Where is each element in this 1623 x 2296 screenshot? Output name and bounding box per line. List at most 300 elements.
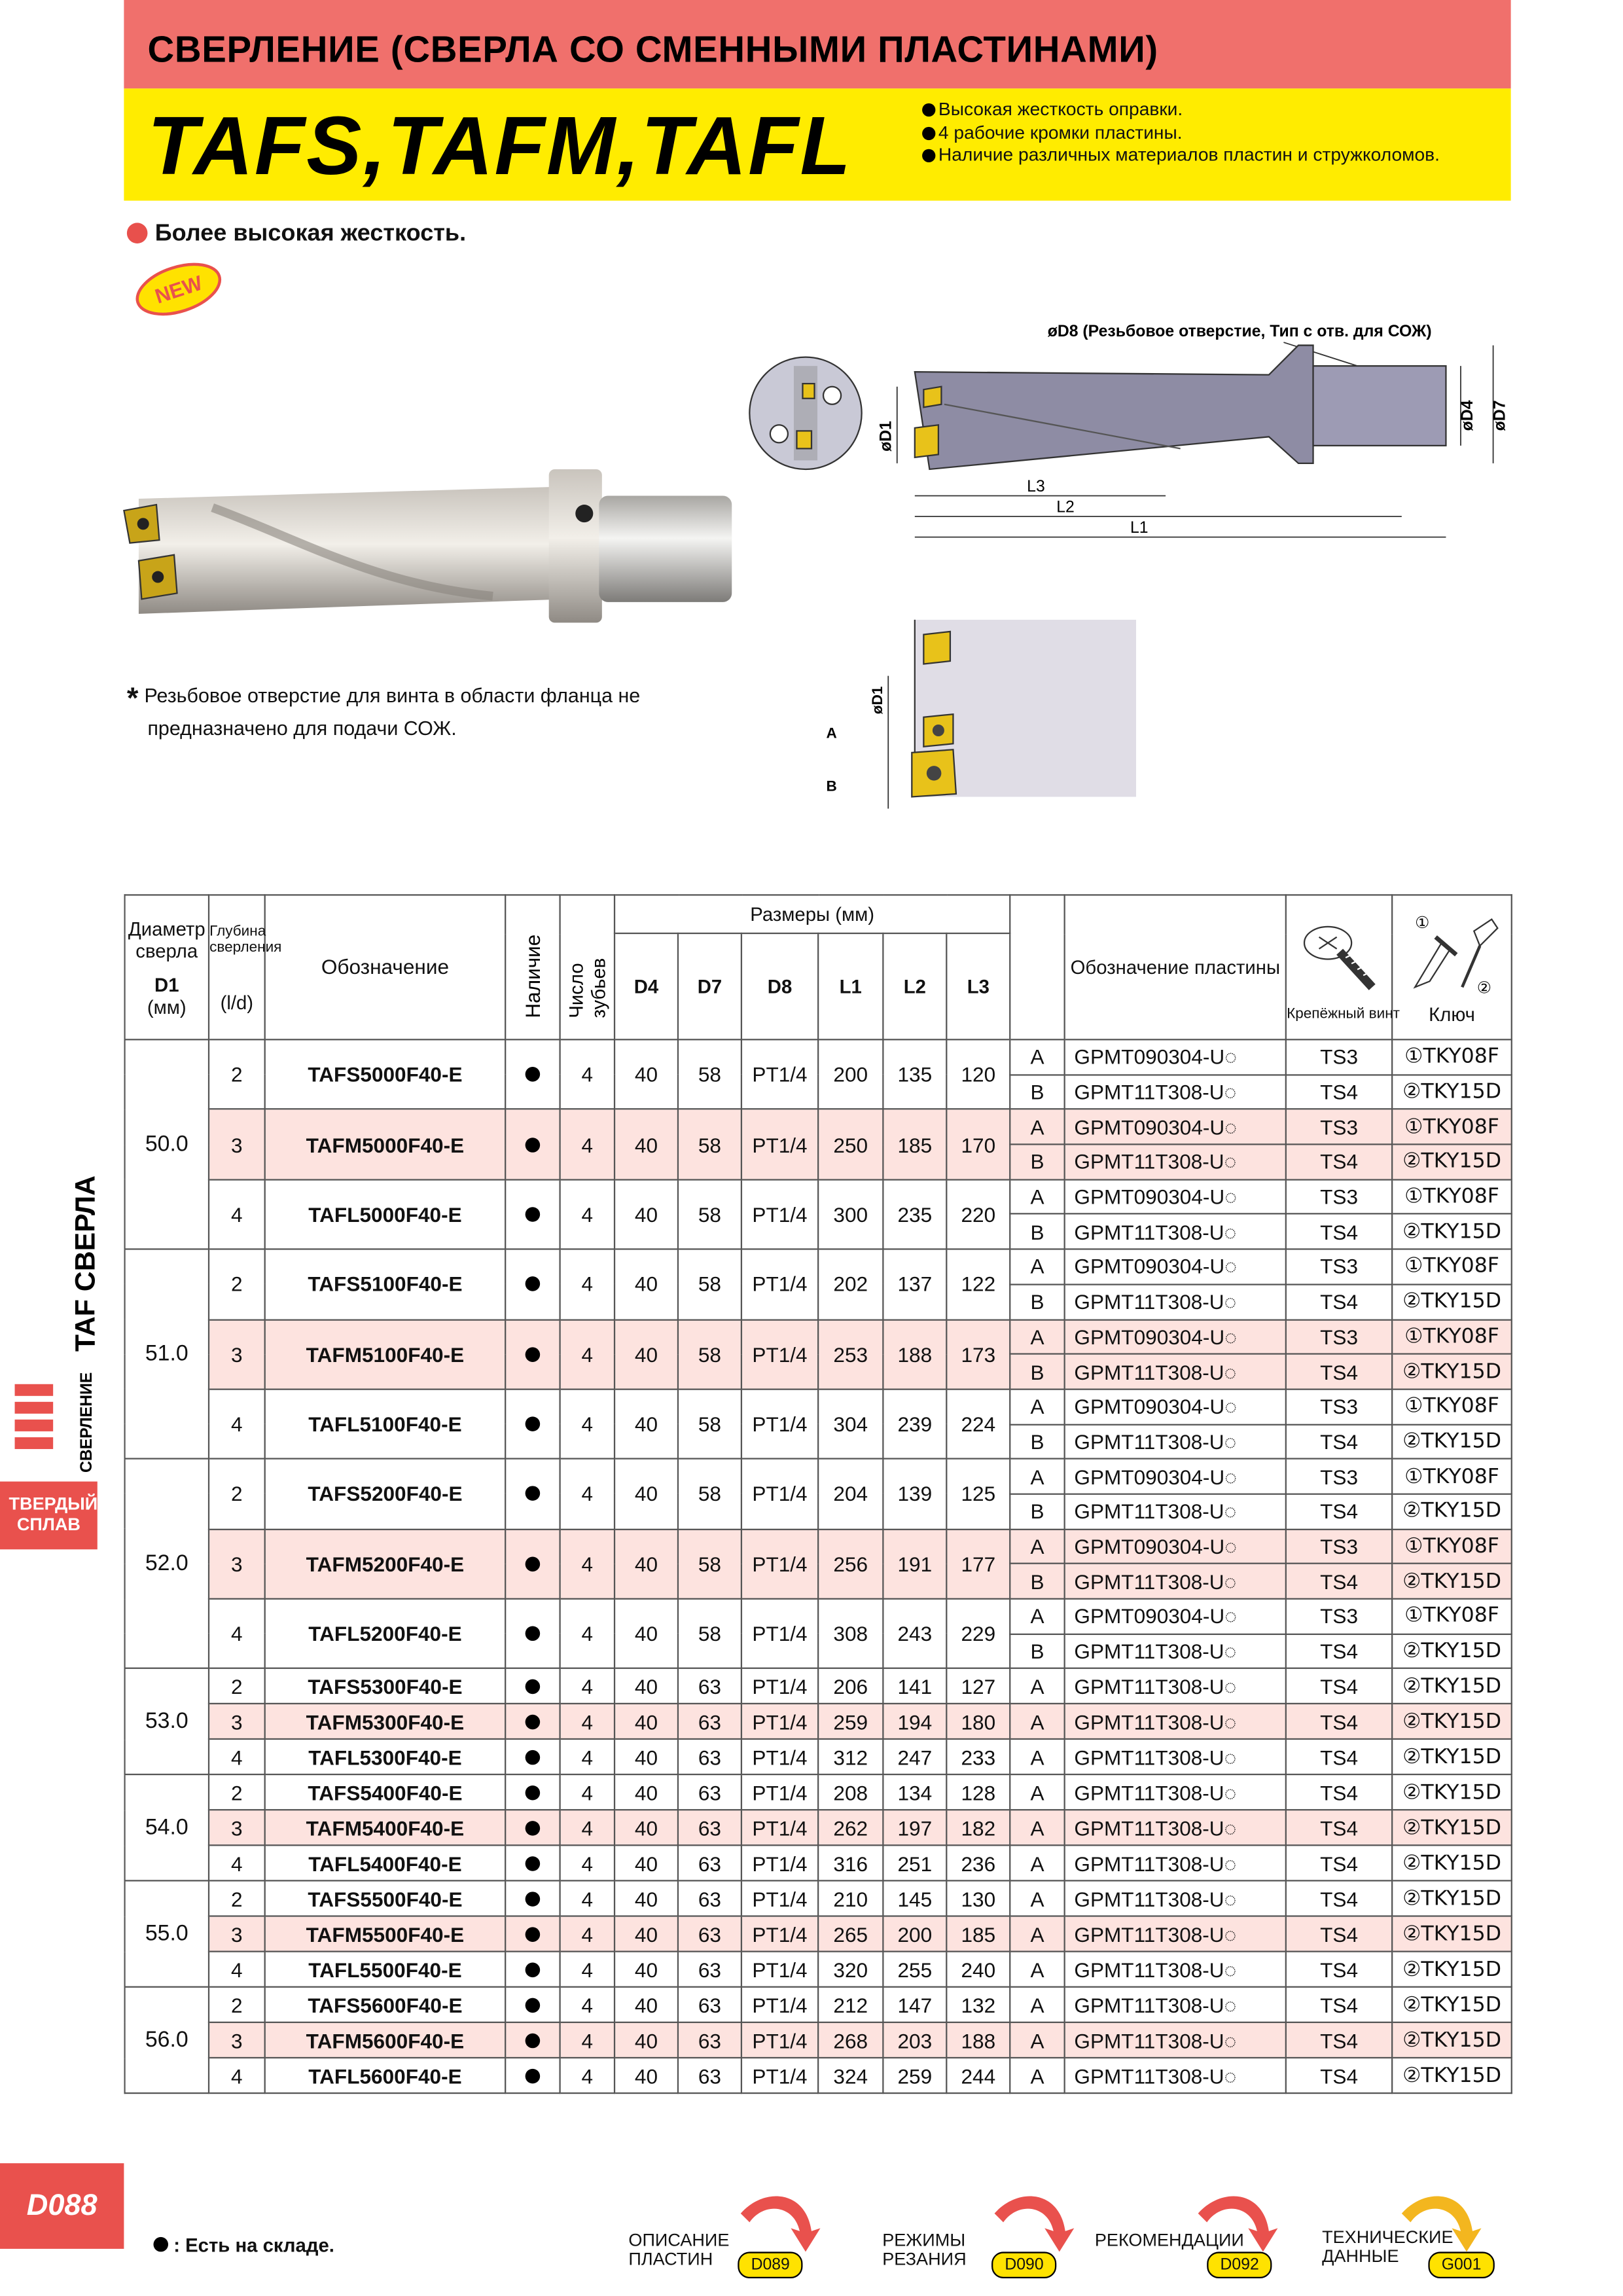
stock-dot-icon [526,1962,541,1977]
insert-position-cell: A [1010,1109,1064,1144]
key-cell: ①TKY08F [1392,1529,1512,1564]
bullet-icon [922,126,935,139]
stock-cell [505,1881,560,1916]
nav-badge-inserts[interactable]: D089 [738,2251,803,2278]
d4-cell: 40 [615,1389,678,1459]
stock-dot-icon [526,1486,541,1501]
l2-cell: 135 [883,1039,946,1109]
d8-cell: PT1/4 [741,1389,818,1459]
designation-cell: TAFM5300F40-E [265,1704,505,1740]
insert-code-cell: GPMT11T308-U◌ [1065,1846,1286,1881]
key-cell: ①TKY08F [1392,1039,1512,1074]
d4-cell: 40 [615,2023,678,2058]
depth-cell: 4 [209,1389,265,1459]
side-tab-block [0,1357,103,1475]
diameter-cell: 53.0 [125,1669,209,1775]
l1-cell: 268 [818,2023,883,2058]
depth-cell: 2 [209,1775,265,1810]
subtitle: Более высокая жесткость. [127,221,466,248]
insert-code-cell: GPMT11T308-U◌ [1065,1424,1286,1459]
d7-cell: 58 [678,1109,741,1179]
insert-position-cell: A [1010,1249,1064,1284]
stock-dot-icon [526,1998,541,2013]
designation-cell: TAFL5500F40-E [265,1952,505,1987]
d4-cell: 40 [615,1249,678,1319]
teeth-cell: 4 [560,2058,615,2094]
l1-cell: 202 [818,1249,883,1319]
teeth-cell: 4 [560,1775,615,1810]
l3-cell: 188 [946,2023,1010,2058]
l1-cell: 320 [818,1952,883,1987]
feature-list [922,99,1440,168]
l3-cell: 177 [946,1529,1010,1599]
designation-cell: TAFM5600F40-E [265,2023,505,2058]
d8-cell: PT1/4 [741,2058,818,2094]
key-cell: ②TKY15D [1392,1846,1512,1881]
nav-links [628,2190,1514,2293]
key-cell: ②TKY15D [1392,1810,1512,1846]
stock-dot-icon [526,1347,541,1362]
l1-label: L1 [1130,518,1149,537]
table-row [125,1669,1512,1704]
d4-cell: 40 [615,1319,678,1390]
screw-cell: TS4 [1286,1916,1392,1952]
insert-position-cell: A [1010,2058,1064,2094]
nav-link-tech[interactable]: ТЕХНИЧЕСКИЕ ДАННЫЕ [1322,2227,1454,2267]
stock-cell [505,1599,560,1669]
insert-position-cell: B [1010,1075,1064,1109]
l1-cell: 200 [818,1039,883,1109]
d8-cell: PT1/4 [741,1916,818,1952]
l2-cell: 259 [883,2058,946,2094]
teeth-cell: 4 [560,1704,615,1740]
table-row [125,1599,1512,1634]
legend: : Есть на складе. [153,2234,334,2256]
l1-cell: 312 [818,1740,883,1775]
d4-cell: 40 [615,1740,678,1775]
d8-cell: PT1/4 [741,1179,818,1249]
table-row [125,1775,1512,1810]
screw-cell: TS4 [1286,2058,1392,2094]
stock-cell [505,1810,560,1846]
designation-cell: TAFL5400F40-E [265,1846,505,1881]
diameter-cell: 54.0 [125,1775,209,1881]
header-d8: D8 [741,933,818,1039]
stock-dot-icon [526,1626,541,1641]
insert-position-cell: A [1010,1179,1064,1214]
designation-cell: TAFS5000F40-E [265,1039,505,1109]
nav-badge-recommend[interactable]: D092 [1207,2251,1272,2278]
d8-label: øD8 (Резьбовое отверстие, Тип с отв. для СОЖ) [1047,323,1432,341]
insert-code-cell: GPMT11T308-U◌ [1065,1810,1286,1846]
insert-code-cell: GPMT090304-U◌ [1065,1109,1286,1144]
stock-dot-icon [526,1556,541,1571]
teeth-cell: 4 [560,2023,615,2058]
d8-cell: PT1/4 [741,1775,818,1810]
designation-cell: TAFL5300F40-E [265,1740,505,1775]
stock-cell [505,1459,560,1529]
designation-cell: TAFL5600F40-E [265,2058,505,2094]
l2-cell: 235 [883,1179,946,1249]
depth-cell: 2 [209,1249,265,1319]
insert-code-cell: GPMT11T308-U◌ [1065,1354,1286,1389]
d8-cell: PT1/4 [741,1810,818,1846]
l2-cell: 139 [883,1459,946,1529]
l3-cell: 173 [946,1319,1010,1390]
l2-label: L2 [1056,498,1075,516]
depth-cell: 3 [209,1810,265,1846]
key-cell: ②TKY15D [1392,1284,1512,1319]
d7-cell: 63 [678,1810,741,1846]
l1-cell: 259 [818,1704,883,1740]
designation-cell: TAFS5200F40-E [265,1459,505,1529]
side-tab-material: ТВЕРДЫЙ СПЛАВ [0,1482,98,1550]
depth-cell: 4 [209,2058,265,2094]
key-cell: ②TKY15D [1392,1952,1512,1987]
insert-position-cell: B [1010,1284,1064,1319]
key-cell: ②TKY15D [1392,1881,1512,1916]
stock-dot-icon [526,1207,541,1222]
depth-cell: 4 [209,1740,265,1775]
d7-cell: 63 [678,2058,741,2094]
insert-code-cell: GPMT090304-U◌ [1065,1389,1286,1424]
depth-cell: 2 [209,1039,265,1109]
l3-cell: 120 [946,1039,1010,1109]
l1-cell: 206 [818,1669,883,1704]
depth-cell: 3 [209,1109,265,1179]
table-row [125,2023,1512,2058]
insert-position-cell: A [1010,1846,1064,1881]
insert-code-cell: GPMT090304-U◌ [1065,1249,1286,1284]
header-key: ① ② Ключ [1392,895,1512,1039]
screw-cell: TS3 [1286,1389,1392,1424]
insert-position-cell: A [1010,1459,1064,1494]
key-cell: ②TKY15D [1392,2058,1512,2094]
d8-cell: PT1/4 [741,1529,818,1599]
stock-cell [505,1039,560,1109]
table-row [125,1459,1512,1494]
screw-cell: TS4 [1286,1846,1392,1881]
nav-link-recommend[interactable]: РЕКОМЕНДАЦИИ [1094,2229,1244,2251]
d4-cell: 40 [615,1775,678,1810]
stock-cell [505,1249,560,1319]
teeth-cell: 4 [560,1810,615,1846]
l1-cell: 256 [818,1529,883,1599]
insert-code-cell: GPMT11T308-U◌ [1065,2058,1286,2094]
insert-position-cell: B [1010,1354,1064,1389]
l1-cell: 308 [818,1599,883,1669]
stock-cell [505,1109,560,1179]
feature-item: Наличие различных материалов пластин и стружколомов. [922,145,1440,168]
key-cell: ②TKY15D [1392,1669,1512,1704]
screw-cell: TS4 [1286,1634,1392,1668]
l3-cell: 236 [946,1846,1010,1881]
insert-position-cell: A [1010,1775,1064,1810]
d7-cell: 63 [678,1988,741,2023]
stock-cell [505,1988,560,2023]
key-cell: ②TKY15D [1392,1740,1512,1775]
screw-cell: TS4 [1286,1494,1392,1529]
stock-dot-icon [526,1785,541,1801]
l2-cell: 239 [883,1389,946,1459]
table-row [125,1704,1512,1740]
teeth-cell: 4 [560,1459,615,1529]
teeth-cell: 4 [560,1881,615,1916]
designation-cell: TAFL5000F40-E [265,1179,505,1249]
stock-cell [505,1740,560,1775]
teeth-cell: 4 [560,1039,615,1109]
depth-cell: 2 [209,1881,265,1916]
key-icon [1397,910,1507,1001]
svg-text:зубьев: зубьев [588,958,610,1018]
insert-code-cell: GPMT11T308-U◌ [1065,1494,1286,1529]
header-depth: Глубина сверления (l/d) [209,895,265,1039]
insert-code-cell: GPMT11T308-U◌ [1065,1916,1286,1952]
page-title: СВЕРЛЕНИЕ (СВЕРЛА СО СМЕННЫМИ ПЛАСТИНАМИ) [147,29,1158,71]
teeth-cell: 4 [560,1740,615,1775]
stock-dot-icon [526,1714,541,1729]
screw-cell: TS4 [1286,1424,1392,1459]
stock-cell [505,2058,560,2094]
designation-cell: TAFL5200F40-E [265,1599,505,1669]
depth-cell: 2 [209,1988,265,2023]
header-stock [505,895,560,1039]
d8-cell: PT1/4 [741,1669,818,1704]
l2-cell: 191 [883,1529,946,1599]
screw-cell: TS4 [1286,1740,1392,1775]
d1-label: øD1 [877,421,895,452]
insert-detail-drawing [821,617,1145,812]
depth-cell: 3 [209,1319,265,1390]
d7-cell: 58 [678,1179,741,1249]
nav-link-inserts[interactable]: ОПИСАНИЕ ПЛАСТИН [628,2229,730,2270]
d8-cell: PT1/4 [741,1988,818,2023]
teeth-cell: 4 [560,1529,615,1599]
d7-cell: 63 [678,1740,741,1775]
stock-dot-icon [526,1277,541,1292]
header-screw: Крепёжный винт [1286,895,1392,1039]
key-cell: ②TKY15D [1392,2023,1512,2058]
designation-cell: TAFM5000F40-E [265,1109,505,1179]
stock-dot-icon [526,1856,541,1871]
screw-cell: TS4 [1286,1952,1392,1987]
l1-cell: 316 [818,1846,883,1881]
l1-cell: 324 [818,2058,883,2094]
screw-cell: TS4 [1286,1214,1392,1249]
insert-position-cell: B [1010,1634,1064,1668]
designation-cell: TAFS5500F40-E [265,1881,505,1916]
screw-cell: TS4 [1286,1354,1392,1389]
nav-badge-cutting[interactable]: D090 [991,2251,1057,2278]
insert-position-cell: A [1010,1669,1064,1704]
d8-cell: PT1/4 [741,1249,818,1319]
insert-position-cell: A [1010,1039,1064,1074]
l2-cell: 134 [883,1775,946,1810]
l1-cell: 300 [818,1179,883,1249]
depth-cell: 4 [209,1952,265,1987]
l1-cell: 262 [818,1810,883,1846]
insert-position-cell: A [1010,1916,1064,1952]
teeth-cell: 4 [560,1319,615,1390]
stock-dot-icon [526,1067,541,1082]
new-badge-label: NEW [152,270,205,308]
insert-code-cell: GPMT11T308-U◌ [1065,1564,1286,1598]
insert-position-cell: A [1010,1319,1064,1354]
designation-cell: TAFS5400F40-E [265,1775,505,1810]
depth-cell: 3 [209,1704,265,1740]
d4-cell: 40 [615,1039,678,1109]
insert-code-cell: GPMT11T308-U◌ [1065,1214,1286,1249]
header-l3: L3 [946,933,1010,1039]
d4-cell: 40 [615,1529,678,1599]
screw-cell: TS3 [1286,1039,1392,1074]
l1-cell: 212 [818,1988,883,2023]
designation-cell: TAFM5200F40-E [265,1529,505,1599]
l1-cell: 304 [818,1389,883,1459]
teeth-cell: 4 [560,1109,615,1179]
stock-dot-icon [526,1137,541,1152]
designation-cell: TAFM5100F40-E [265,1319,505,1390]
insert-code-cell: GPMT11T308-U◌ [1065,2023,1286,2058]
d4-cell: 40 [615,2058,678,2094]
d4-cell: 40 [615,1704,678,1740]
page-number: D088 [0,2163,124,2249]
l3-cell: 125 [946,1459,1010,1529]
nav-badge-tech[interactable]: G001 [1428,2251,1494,2278]
stock-cell [505,1775,560,1810]
insert-code-cell: GPMT090304-U◌ [1065,1529,1286,1564]
key-cell: ②TKY15D [1392,1704,1512,1740]
insert-position-cell: A [1010,1810,1064,1846]
key-cell: ②TKY15D [1392,1775,1512,1810]
insert-code-cell: GPMT090304-U◌ [1065,1319,1286,1354]
key-cell: ①TKY08F [1392,1319,1512,1354]
screw-cell: TS4 [1286,1881,1392,1916]
insert-position-cell: A [1010,1599,1064,1634]
insert-code-cell: GPMT11T308-U◌ [1065,1634,1286,1668]
feature-item: Высокая жесткость оправки. [922,99,1440,122]
table-row [125,1952,1512,1987]
l2-cell: 247 [883,1740,946,1775]
l2-cell: 188 [883,1319,946,1390]
table-row [125,1810,1512,1846]
key-cell: ①TKY08F [1392,1389,1512,1424]
l3-cell: 182 [946,1810,1010,1846]
nav-link-cutting[interactable]: РЕЖИМЫ РЕЗАНИЯ [882,2229,967,2270]
insert-code-cell: GPMT11T308-U◌ [1065,1740,1286,1775]
table-row [125,1109,1512,1144]
teeth-cell: 4 [560,1249,615,1319]
screw-cell: TS4 [1286,2023,1392,2058]
designation-cell: TAFM5400F40-E [265,1810,505,1846]
svg-text:Число: Число [565,963,588,1018]
svg-text:①: ① [1415,912,1430,931]
l1-cell: 250 [818,1109,883,1179]
insert-position-cell: B [1010,1564,1064,1598]
drill-drawing [738,315,1534,552]
insert-position-cell: B [1010,1145,1064,1179]
header-pos [1010,895,1064,1039]
d7-cell: 63 [678,1881,741,1916]
l3-cell: 122 [946,1249,1010,1319]
screw-cell: TS4 [1286,1704,1392,1740]
l3-cell: 128 [946,1775,1010,1810]
l3-cell: 132 [946,1988,1010,2023]
table-row [125,1319,1512,1354]
designation-cell: TAFS5600F40-E [265,1988,505,2023]
screw-cell: TS4 [1286,1284,1392,1319]
depth-cell: 4 [209,1599,265,1669]
insert-code-cell: GPMT11T308-U◌ [1065,1075,1286,1109]
d7-cell: 58 [678,1529,741,1599]
stock-cell [505,2023,560,2058]
key-cell: ②TKY15D [1392,1916,1512,1952]
d8-cell: PT1/4 [741,1881,818,1916]
l2-cell: 255 [883,1952,946,1987]
stock-cell [505,1846,560,1881]
insert-code-cell: GPMT11T308-U◌ [1065,1952,1286,1987]
insert-position-cell: B [1010,1494,1064,1529]
table-row [125,1249,1512,1284]
insert-position-cell: A [1010,1881,1064,1916]
stock-cell [505,1952,560,1987]
stock-dot-icon [526,2033,541,2048]
key-cell: ②TKY15D [1392,1494,1512,1529]
d4-cell: 40 [615,1916,678,1952]
key-cell: ②TKY15D [1392,1145,1512,1179]
l3-cell: 220 [946,1179,1010,1249]
designation-cell: TAFS5100F40-E [265,1249,505,1319]
l3-cell: 224 [946,1389,1010,1459]
note-line2: предназначено для подачи СОЖ. [147,717,457,740]
table-row [125,1916,1512,1952]
l1-cell: 210 [818,1881,883,1916]
d8-cell: PT1/4 [741,1846,818,1881]
teeth-cell: 4 [560,1846,615,1881]
insert-code-cell: GPMT090304-U◌ [1065,1459,1286,1494]
l2-cell: 141 [883,1669,946,1704]
depth-cell: 3 [209,2023,265,2058]
l3-cell: 240 [946,1952,1010,1987]
d4-cell: 40 [615,1599,678,1669]
l1-cell: 253 [818,1319,883,1390]
l1-cell: 204 [818,1459,883,1529]
l2-cell: 243 [883,1599,946,1669]
insert-position-cell: A [1010,1704,1064,1740]
d4-cell: 40 [615,1109,678,1179]
screw-icon [1294,910,1383,1001]
feature-item: 4 рабочие кромки пластины. [922,122,1440,145]
d4-cell: 40 [615,1952,678,1987]
l3-cell: 233 [946,1740,1010,1775]
d4-cell: 40 [615,1846,678,1881]
d4-cell: 40 [615,1881,678,1916]
insert-code-cell: GPMT11T308-U◌ [1065,1775,1286,1810]
insert-position-cell: A [1010,1988,1064,2023]
l3-cell: 185 [946,1916,1010,1952]
stock-cell [505,1669,560,1704]
stock-cell [505,1916,560,1952]
table-body [125,1039,1512,2094]
side-tab-category: СВЕРЛЕНИЕ [77,1372,96,1473]
key-cell: ②TKY15D [1392,1424,1512,1459]
insert-code-cell: GPMT090304-U◌ [1065,1599,1286,1634]
l3-cell: 127 [946,1669,1010,1704]
svg-text:Наличие: Наличие [521,934,545,1018]
note: * Резьбовое отверстие для винта в области фланца не предназначено для подачи СОЖ. [127,682,640,742]
key-cell: ①TKY08F [1392,1599,1512,1634]
header-designation: Обозначение [265,895,505,1039]
